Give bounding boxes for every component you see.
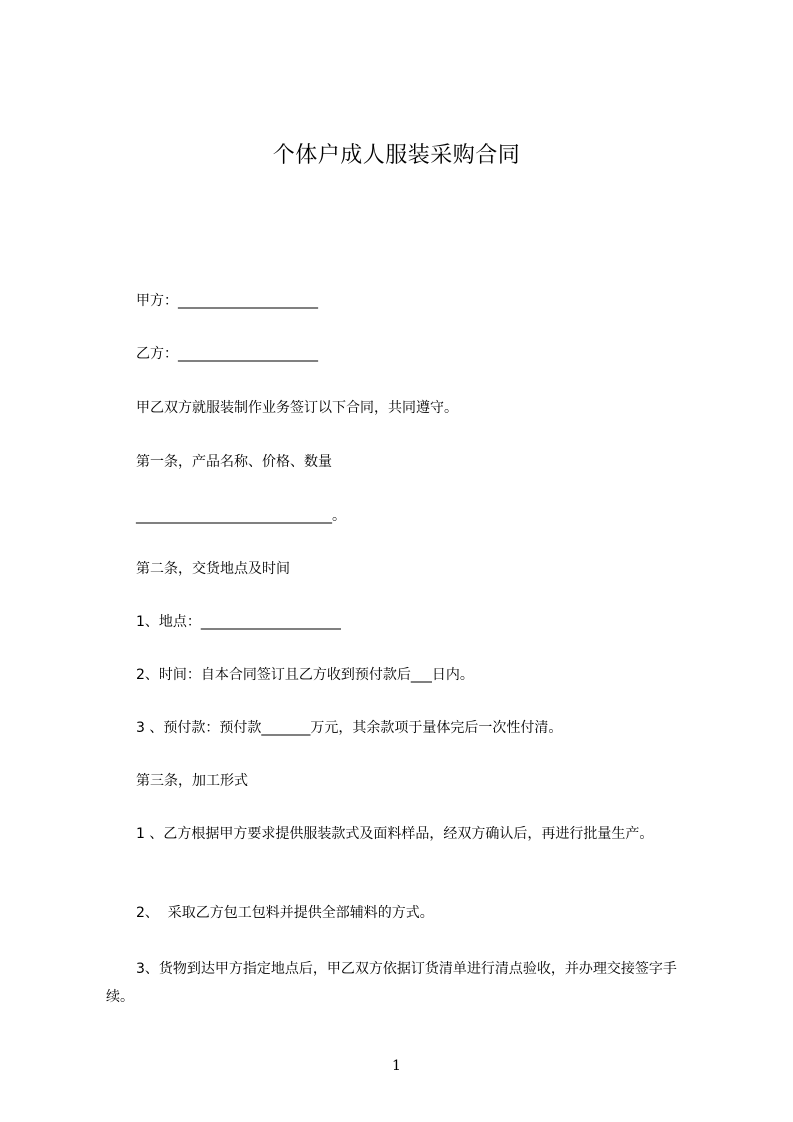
article-2-heading: 第二条，交货地点及时间 — [136, 561, 290, 577]
article-2-item-3: 3 、预付款：预付款_______万元，其余款项于量体完后一次性付清。 — [136, 720, 563, 736]
page-number: 1 — [392, 1058, 401, 1074]
intro-paragraph: 甲乙双方就服装制作业务签订以下合同，共同遵守。 — [136, 400, 458, 416]
article-1-heading: 第一条，产品名称、价格、数量 — [136, 454, 332, 470]
document-title: 个体户成人服装采购合同 — [272, 143, 521, 168]
party-a-line: 甲方：____________________ — [136, 293, 318, 309]
article-3-heading: 第三条，加工形式 — [136, 773, 248, 789]
article-3-item-3: 3、货物到达甲方指定地点后，甲乙双方依据订货清单进行清点验收，并办理交接签字手续。 — [106, 961, 677, 1005]
article-3-item-1: 1 、乙方根据甲方要求提供服装款式及面料样品，经双方确认后，再进行批量生产。 — [136, 826, 654, 842]
article-2-item-2: 2、时间：自本合同签订且乙方收到预付款后___日内。 — [136, 667, 474, 683]
article-1-blank: ____________________________。 — [136, 508, 346, 524]
article-2-item-1: 1、地点：____________________ — [136, 614, 341, 630]
article-3-item-2: 2、 采取乙方包工包料并提供全部辅料的方式。 — [136, 905, 434, 921]
party-b-line: 乙方：____________________ — [136, 346, 318, 362]
